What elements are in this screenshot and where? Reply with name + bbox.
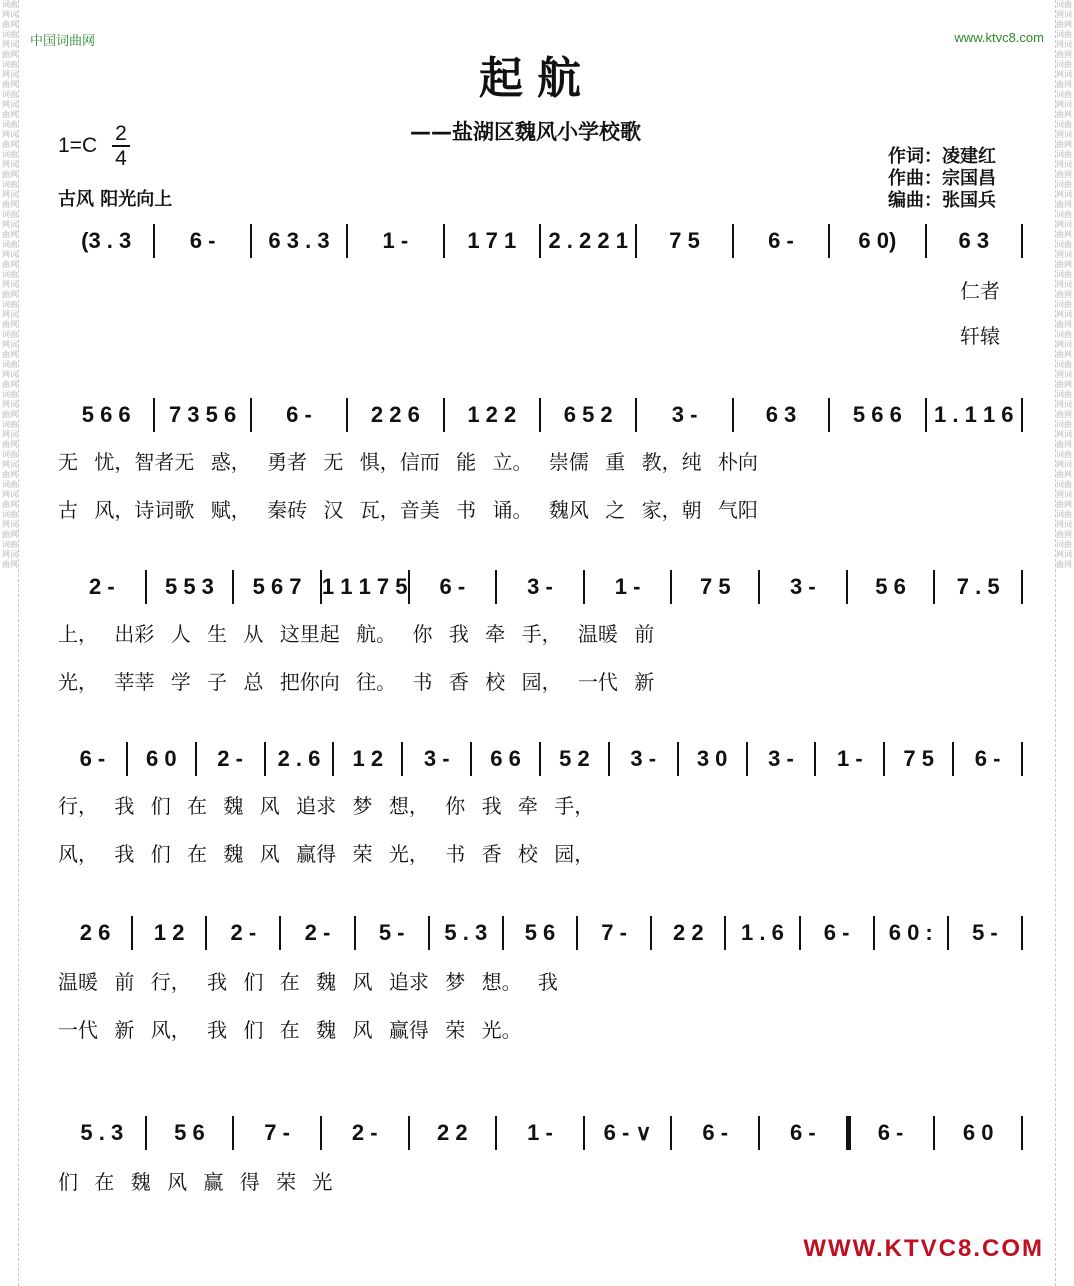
bar-line	[1021, 916, 1023, 950]
lyric-line-verse1: 们 在 魏 风 赢 得 荣 光	[58, 1170, 333, 1194]
measure: 1 2	[352, 746, 384, 771]
measure: 6 -	[823, 920, 850, 945]
measure: 5 . 3	[80, 1120, 124, 1145]
measure: 3 -	[671, 402, 698, 427]
bar-line	[1021, 570, 1023, 604]
measure: 1 -	[837, 746, 863, 771]
credits	[888, 146, 996, 212]
lyric-line-verse1: 仁者	[960, 279, 1000, 303]
measure: 3 -	[423, 746, 450, 771]
key-signature: 1=C	[58, 134, 98, 157]
lyric-line-verse1: 无 忧，智者无 惑， 勇者 无 惧，信而 能 立。 崇儒 重 教，纯 朴向	[58, 450, 758, 474]
measure: 6 6	[490, 746, 521, 771]
lyric-line-verse2: 轩辕	[960, 324, 1000, 348]
measure: 5 6	[524, 920, 556, 945]
measure: 3 -	[527, 574, 553, 599]
bar-line	[1021, 742, 1023, 776]
measure: 5 -	[972, 920, 998, 945]
measure: 6 -	[189, 228, 216, 253]
bar-line	[1021, 224, 1023, 258]
measure: 3 0	[696, 746, 728, 771]
lyric-line-verse2: 风， 我 们 在 魏 风 赢得 荣 光， 书 香 校 园，	[58, 842, 595, 866]
measure: 6 -	[768, 228, 794, 253]
measure: 2 2	[672, 920, 704, 945]
lyric-line-verse1: 行， 我 们 在 魏 风 追求 梦 想， 你 我 牵 手，	[58, 794, 595, 818]
time-signature	[112, 122, 130, 170]
measure: 6 -	[877, 1120, 904, 1145]
measure: 1 . 1 1 6	[934, 402, 1014, 427]
measure: 5 6 7	[252, 574, 302, 599]
site-url-right[interactable]: www.ktvc8.com	[954, 30, 1044, 45]
measure: 7 5	[699, 574, 731, 599]
measure: 6 0)	[858, 228, 897, 253]
measure: 5 6 6	[852, 402, 902, 427]
measure: 6 -	[286, 402, 312, 427]
measure: 5 6	[875, 574, 906, 599]
measure: 6 -	[702, 1120, 729, 1145]
measure: 1 7 1	[467, 228, 517, 253]
margin-watermark-left: 词曲网词曲网词曲网词曲网词曲网词曲网词曲网词曲网词曲网词曲网词曲网词曲网词曲网词曲网词曲网词曲网词曲网词曲网词曲网词曲网词曲网词曲网词曲网词曲网词曲网词曲网词曲网词曲网词曲网词曲网词曲网词曲网词曲网词曲网词曲网词曲网词曲网词曲网	[2, 0, 19, 1286]
arranger: 编曲：张国兵	[888, 190, 996, 211]
measure: 1 -	[614, 574, 641, 599]
measure: 2 -	[351, 1120, 378, 1145]
tempo-marking: 古风 阳光向上	[58, 189, 173, 210]
measure: 5 6 6	[81, 402, 131, 427]
measure: 2 2 6	[370, 402, 420, 427]
measure: 6 0	[962, 1120, 994, 1145]
measure: 2 . 2 2 1	[548, 228, 628, 253]
measure: (3 . 3	[81, 228, 132, 253]
lyric-line-verse2: 光， 莘莘 学 子 总 把你向 往。 书 香 校 园， 一代 新	[58, 670, 655, 694]
measure: 2 -	[230, 920, 257, 945]
lyricist: 作词：凌建红	[888, 146, 996, 167]
time-signature-bottom: 4	[115, 147, 127, 170]
measure: 6 -	[974, 746, 1001, 771]
measure: 1 2	[153, 920, 185, 945]
measure: 6 -	[439, 574, 466, 599]
measure: 2 . 6	[277, 746, 321, 771]
song-subtitle: ——盐湖区魏风小学校歌	[410, 120, 641, 144]
measure: 2 -	[304, 920, 331, 945]
measure: 7 . 5	[956, 574, 1000, 599]
measure: 2 2	[437, 1120, 468, 1145]
final-bar-line	[846, 1116, 851, 1150]
measure: 6 -	[790, 1120, 816, 1145]
measure: 1 -	[527, 1120, 553, 1145]
bar-line	[1021, 1116, 1023, 1150]
measure: 6 - ∨	[603, 1120, 652, 1145]
measure: 1 . 6	[741, 920, 784, 945]
measure: 5 . 3	[444, 920, 488, 945]
time-signature-top: 2	[115, 122, 127, 145]
measure: 2 -	[217, 746, 243, 771]
lyric-line-verse2: 古 风，诗词歌 赋， 秦砖 汉 瓦，音美 书 诵。 魏风 之 家，朝 气阳	[58, 498, 758, 522]
measure: 5 6	[174, 1120, 205, 1145]
measure: 1 2 2	[467, 402, 517, 427]
margin-watermark-right: 词曲网词曲网词曲网词曲网词曲网词曲网词曲网词曲网词曲网词曲网词曲网词曲网词曲网词曲网词曲网词曲网词曲网词曲网词曲网词曲网词曲网词曲网词曲网词曲网词曲网词曲网词曲网词曲网词曲网词曲网词曲网词曲网词曲网词曲网词曲网词曲网词曲网词曲网	[1055, 0, 1072, 1286]
measure: 1 -	[382, 228, 409, 253]
measure: 1 1 1 7 5	[321, 574, 408, 599]
measure: 7 3 5 6	[168, 402, 237, 427]
measure: 6 0	[145, 746, 177, 771]
measure: 2 -	[88, 574, 115, 599]
song-title: 起航	[479, 53, 595, 104]
lyric-line-verse1: 温暖 前 行， 我 们 在 魏 风 追求 梦 想。 我	[58, 970, 558, 994]
bar-line	[1021, 398, 1023, 432]
measure: 6 -	[79, 746, 106, 771]
measure: 5 -	[378, 920, 405, 945]
measure: 7 5	[903, 746, 934, 771]
measure: 3 -	[630, 746, 657, 771]
measure: 5 5 3	[164, 574, 214, 599]
measure: 7 -	[601, 920, 627, 945]
measure: 6 3	[765, 402, 797, 427]
composer: 作曲：宗国昌	[888, 168, 996, 189]
measure: 3 -	[790, 574, 816, 599]
site-name-left[interactable]: 中国词曲网	[30, 33, 96, 48]
measure: 7 -	[264, 1120, 290, 1145]
measure: 5 2	[559, 746, 590, 771]
measure: 6 3	[958, 228, 990, 253]
measure: 2 6	[79, 920, 111, 945]
measure: 6 5 2	[563, 402, 613, 427]
lyric-line-verse1: 上， 出彩 人 生 从 这里起 航。 你 我 牵 手， 温暖 前	[58, 622, 655, 646]
brand-logo[interactable]: WWW.KTVC8.COM	[803, 1235, 1044, 1262]
measure: 6 0 :	[888, 920, 933, 945]
measure: 7 5	[669, 228, 700, 253]
measure: 3 -	[768, 746, 794, 771]
measure: 6 3 . 3	[268, 228, 330, 253]
lyric-line-verse2: 一代 新 风， 我 们 在 魏 风 赢得 荣 光。	[58, 1018, 522, 1042]
